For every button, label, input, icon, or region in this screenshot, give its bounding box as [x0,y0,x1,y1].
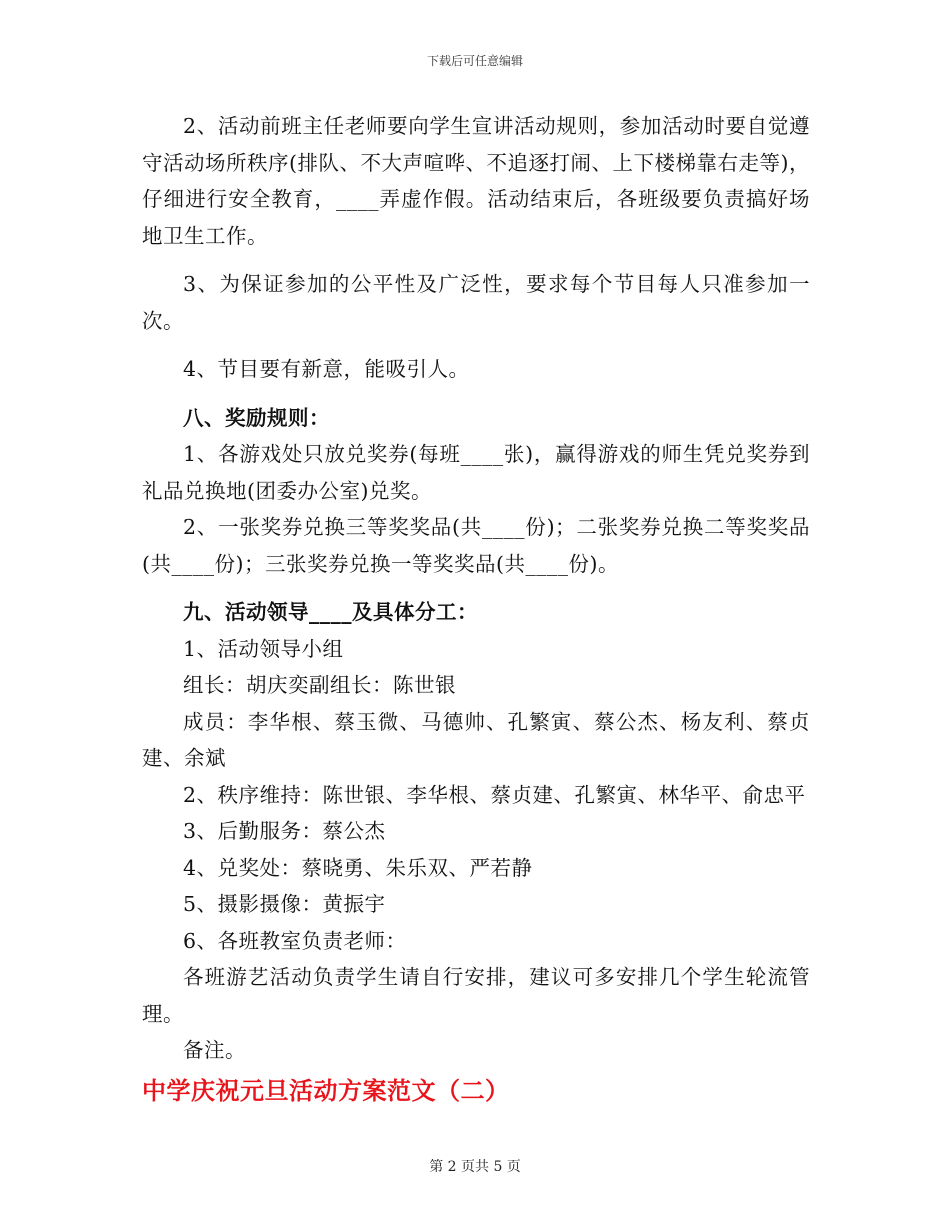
paragraph-rule-2: 2、活动前班主任老师要向学生宣讲活动规则，参加活动时要自觉遵守活动场所秩序(排队、不大声喧哗、不追逐打闹、上下楼梯靠右走等)，仔细进行安全教育，____弄虚作假。活动结束后，各班级要负责搞好场地卫生工作。 [142,114,810,248]
paragraph-prize-desk: 4、兑奖处：蔡晓勇、朱乐双、严若静 [183,855,533,880]
section-heading-leadership: 九、活动领导____及具体分工： [183,600,478,624]
page-footer: 第 2 页共 5 页 [429,1159,521,1175]
paragraph-leadership-group: 1、活动领导小组 [183,636,344,661]
section-heading-reward-rules: 八、奖励规则： [183,405,330,430]
paragraph-class-arrangement: 各班游艺活动负责学生请自行安排，建议可多安排几个学生轮流管理。 [142,965,810,1026]
paragraph-classroom-teachers: 6、各班教室负责老师： [183,928,407,953]
page-header: 下载后可任意编辑 [426,54,523,68]
paragraph-members: 成员：李华根、蔡玉微、马德帅、孔繁寅、蔡公杰、杨友利、蔡贞建、余斌 [142,709,810,770]
paragraph-rule-3: 3、为保证参加的公平性及广泛性，要求每个节目每人只准参加一次。 [142,272,810,333]
section-title: 中学庆祝元旦活动方案范文（二） [142,1075,510,1105]
paragraph-photography: 5、摄影摄像：黄振宇 [183,892,386,916]
document-body [142,108,810,1113]
paragraph-rule-4: 4、节目要有新意，能吸引人。 [183,357,470,381]
paragraph-order-maintenance: 2、秩序维持：陈世银、李华根、蔡贞建、孔繁寅、林华平、俞忠平 [183,782,806,807]
paragraph-group-leaders: 组长：胡庆奕副组长：陈世银 [183,673,456,697]
paragraph-remarks: 备注。 [183,1038,246,1062]
paragraph-logistics: 3、后勤服务：蔡公杰 [183,819,386,843]
paragraph-reward-1: 1、各游戏处只放兑奖券(每班____张)，赢得游戏的师生凭兑奖券到礼品兑换地(团委办公室)兑奖。 [142,442,810,503]
paragraph-reward-2: 2、一张奖券兑换三等奖奖品(共____份)；二张奖券兑换二等奖奖品(共____份)；三张奖券兑换一等奖奖品(共____份)。 [142,515,810,576]
